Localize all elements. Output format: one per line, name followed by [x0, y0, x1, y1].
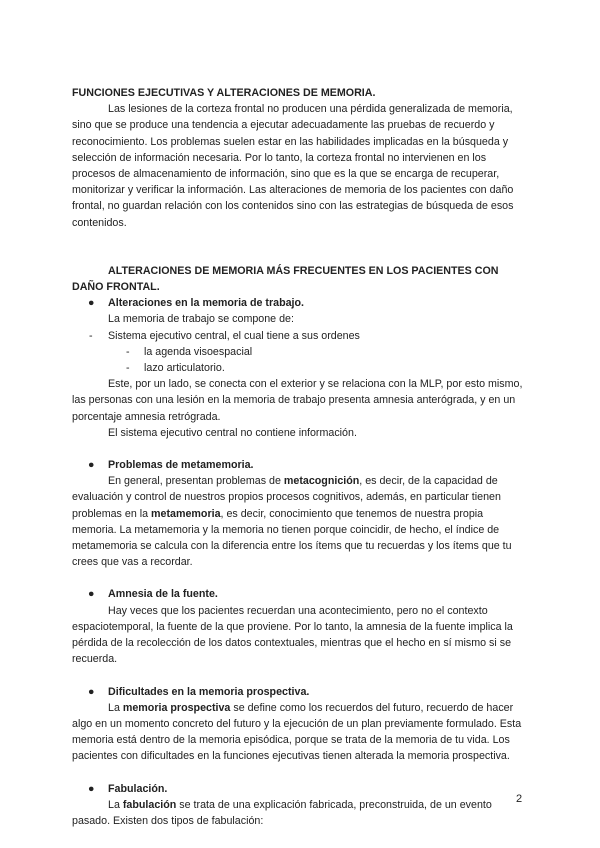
- bullet-heading: [72, 781, 530, 797]
- paragraph: La memoria de trabajo se compone de:: [108, 313, 294, 326]
- bullet-icon: ●: [88, 588, 95, 601]
- bullet-heading: [72, 684, 530, 700]
- list-item-text: Sistema ejecutivo central, el cual tiene a sus ordenes: [108, 329, 360, 342]
- bullet-heading-text: Dificultades en la memoria prospectiva.: [108, 685, 310, 698]
- text-run: , es decir, conocimiento que tenemos de nuestra propia memoria. La metamemoria y la memoria no tienen porque coincidir, de hecho, el índice de metamemoria se calcula con la diferencia entre los ítems que tu recuerdas y los ítems que tu crees que vas a recordar.: [72, 507, 512, 569]
- dash-icon: -: [126, 362, 130, 375]
- paragraph: [72, 700, 530, 765]
- bullet-heading: [72, 295, 530, 311]
- bold-term: metacognición: [283, 475, 360, 488]
- bold-term: fabulación: [122, 798, 177, 811]
- bullet-heading: [72, 457, 530, 473]
- paragraph: Este, por un lado, se conecta con el exterior y se relaciona con la MLP, por esto mismo, las personas con una lesión en la memoria de trabajo presenta amnesia anterógrada, y en un porcentaje amnesia retrógrada.: [72, 378, 523, 423]
- bullet-heading-text: Fabulación.: [108, 782, 168, 795]
- text-run: se trata de una explicación fabricada, preconstruida, de un evento pasado. Existen dos tipos de fabulación:: [72, 798, 492, 827]
- list-item: [72, 328, 530, 344]
- section-title: ALTERACIONES DE MEMORIA MÁS FRECUENTES EN LOS PACIENTES CON DAÑO FRONTAL.: [72, 264, 499, 294]
- bullet-heading-text: Alteraciones en la memoria de trabajo.: [108, 297, 305, 310]
- list-item-text: la agenda visoespacial: [144, 345, 253, 358]
- bullet-icon: ●: [88, 685, 95, 698]
- paragraph: Hay veces que los pacientes recuerdan una acontecimiento, pero no el contexto espaciotemporal, la fuente de la que proviene. Por lo tanto, la amnesia de la fuente implica la pérdida de la recolección de los datos contextuales, mientras que el hecho en sí mismo si se recuerda.: [72, 604, 513, 666]
- bullet-icon: ●: [88, 297, 95, 310]
- bullet-icon: ●: [88, 782, 95, 795]
- sub-list-item: [72, 344, 530, 360]
- list-item-text: lazo articulatorio.: [144, 362, 225, 375]
- text-run: En general, presentan problemas de: [108, 475, 284, 488]
- section-title: FUNCIONES EJECUTIVAS Y ALTERACIONES DE MEMORIA.: [72, 87, 376, 99]
- sub-list-item: [72, 360, 530, 376]
- bold-term: memoria prospectiva: [122, 701, 231, 714]
- bold-term: metamemoria: [151, 507, 221, 520]
- text-run: La: [108, 701, 123, 714]
- paragraph: Las lesiones de la corteza frontal no producen una pérdida generalizada de memoria, sino que se produce una tendencia a ejecutar adecuadamente las pruebas de recuerdo y reconocimiento. Los problemas suelen estar en las habilidades implicadas en la búsqueda y selección de información necesaria. Por lo tanto, la corteza frontal no intervienen en los procesos de almacenamiento de información, sino que es la que se encarga de recuperar, monitorizar y verificar la información. Las alteraciones de memoria de los pacientes con daño frontal, no guardan relación con los contenidos sino con las estrategias de búsqueda de esos contenidos.: [72, 103, 514, 229]
- bullet-heading-text: Problemas de metamemoria.: [108, 459, 254, 472]
- page-content: [72, 85, 530, 829]
- paragraph: El sistema ejecutivo central no contiene información.: [108, 426, 357, 439]
- text-run: La: [108, 798, 123, 811]
- bullet-heading-text: Amnesia de la fuente.: [108, 588, 218, 601]
- dash-icon: -: [126, 345, 130, 358]
- paragraph: [72, 473, 530, 570]
- page-number: 2: [516, 793, 523, 805]
- bullet-icon: ●: [88, 459, 95, 472]
- bullet-heading: [72, 586, 530, 602]
- dash-icon: -: [89, 329, 93, 342]
- text-run: se define como los recuerdos del futuro, recuerdo de hacer algo en un momento concreto del futuro y la ejecución de un plan previamente formulado. Esta memoria está dentro de la memoria episódica, porque se trata de la memoria de tu vida. Los pacientes con dificultades en la funciones ejecutivas tienen alterada la memoria prospectiva.: [72, 701, 522, 763]
- text-run: , es decir, de la capacidad de evaluación y control de nuestros propios procesos cognitivos, además, en particular tienen problemas en la: [72, 475, 501, 520]
- paragraph: [72, 797, 530, 829]
